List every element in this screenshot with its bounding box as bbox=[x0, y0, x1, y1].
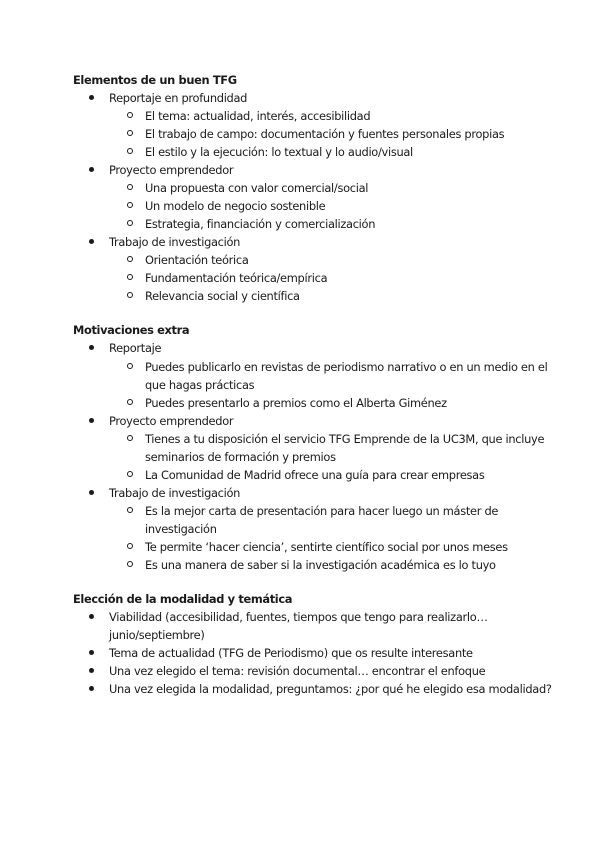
section-heading: Elección de la modalidad y temática bbox=[73, 592, 293, 606]
sub-list-item: Orientación teórica bbox=[145, 253, 249, 267]
bullet-circle-icon bbox=[127, 108, 133, 124]
bullet-circle-icon bbox=[127, 198, 133, 214]
bullet-dot-icon bbox=[89, 162, 94, 178]
list-item: Trabajo de investigación bbox=[109, 486, 241, 500]
section-heading: Elementos de un buen TFG bbox=[73, 73, 237, 87]
bullet-circle-icon bbox=[127, 539, 133, 555]
sub-list-item: Un modelo de negocio sostenible bbox=[145, 199, 326, 213]
bullet-circle-icon bbox=[127, 216, 133, 232]
list-item: Proyecto emprendedor bbox=[109, 414, 234, 428]
bullet-dot-icon bbox=[89, 681, 94, 697]
sub-list-item: Es la mejor carta de presentación para hacer luego un máster de bbox=[145, 504, 499, 518]
sub-list-item: Puedes presentarlo a premios como el Alberta Giménez bbox=[145, 396, 447, 410]
section-heading: Motivaciones extra bbox=[73, 323, 190, 337]
bullet-dot-icon bbox=[89, 485, 94, 501]
bullet-dot-icon bbox=[89, 609, 94, 625]
sub-list-item: Una propuesta con valor comercial/social bbox=[145, 181, 369, 195]
list-item: Proyecto emprendedor bbox=[109, 163, 234, 177]
list-item: Una vez elegida la modalidad, preguntamos: ¿por qué he elegido esa modalidad? bbox=[109, 682, 552, 696]
bullet-circle-icon bbox=[127, 431, 133, 447]
list-item: Reportaje en profundidad bbox=[109, 91, 248, 105]
list-item-continuation: junio/septiembre) bbox=[109, 628, 205, 642]
sub-list-item: Te permite ‘hacer ciencia’, sentirte científico social por unos meses bbox=[145, 540, 508, 554]
bullet-circle-icon bbox=[127, 126, 133, 142]
bullet-circle-icon bbox=[127, 288, 133, 304]
bullet-dot-icon bbox=[89, 90, 94, 106]
sub-list-item: Puedes publicarlo en revistas de periodismo narrativo o en un medio en el bbox=[145, 360, 548, 374]
sub-list-item: El trabajo de campo: documentación y fuentes personales propias bbox=[145, 127, 505, 141]
bullet-circle-icon bbox=[127, 270, 133, 286]
bullet-circle-icon bbox=[127, 503, 133, 519]
sub-list-item: Fundamentación teórica/empírica bbox=[145, 271, 328, 285]
bullet-circle-icon bbox=[127, 144, 133, 160]
sub-list-item-continuation: que hagas prácticas bbox=[145, 378, 255, 392]
bullet-circle-icon bbox=[127, 359, 133, 375]
bullet-dot-icon bbox=[89, 413, 94, 429]
sub-list-item-continuation: seminarios de formación y premios bbox=[145, 450, 336, 464]
list-item: Una vez elegido el tema: revisión documental… encontrar el enfoque bbox=[109, 664, 486, 678]
sub-list-item: Tienes a tu disposición el servicio TFG Emprende de la UC3M, que incluye bbox=[145, 432, 545, 446]
sub-list-item: Es una manera de saber si la investigación académica es lo tuyo bbox=[145, 558, 496, 572]
sub-list-item: El estilo y la ejecución: lo textual y lo audio/visual bbox=[145, 145, 413, 159]
bullet-dot-icon bbox=[89, 234, 94, 250]
list-item: Viabilidad (accesibilidad, fuentes, tiempos que tengo para realizarlo… bbox=[109, 610, 488, 624]
bullet-circle-icon bbox=[127, 180, 133, 196]
sub-list-item: La Comunidad de Madrid ofrece una guía para crear empresas bbox=[145, 468, 485, 482]
list-item: Reportaje bbox=[109, 341, 162, 355]
bullet-dot-icon bbox=[89, 663, 94, 679]
bullet-dot-icon bbox=[89, 340, 94, 356]
bullet-circle-icon bbox=[127, 467, 133, 483]
bullet-circle-icon bbox=[127, 252, 133, 268]
list-item: Trabajo de investigación bbox=[109, 235, 241, 249]
sub-list-item: Estrategia, financiación y comercialización bbox=[145, 217, 376, 231]
sub-list-item-continuation: investigación bbox=[145, 522, 217, 536]
bullet-circle-icon bbox=[127, 557, 133, 573]
bullet-dot-icon bbox=[89, 645, 94, 661]
bullet-circle-icon bbox=[127, 395, 133, 411]
list-item: Tema de actualidad (TFG de Periodismo) que os resulte interesante bbox=[109, 646, 473, 660]
sub-list-item: Relevancia social y científica bbox=[145, 289, 300, 303]
sub-list-item: El tema: actualidad, interés, accesibilidad bbox=[145, 109, 371, 123]
